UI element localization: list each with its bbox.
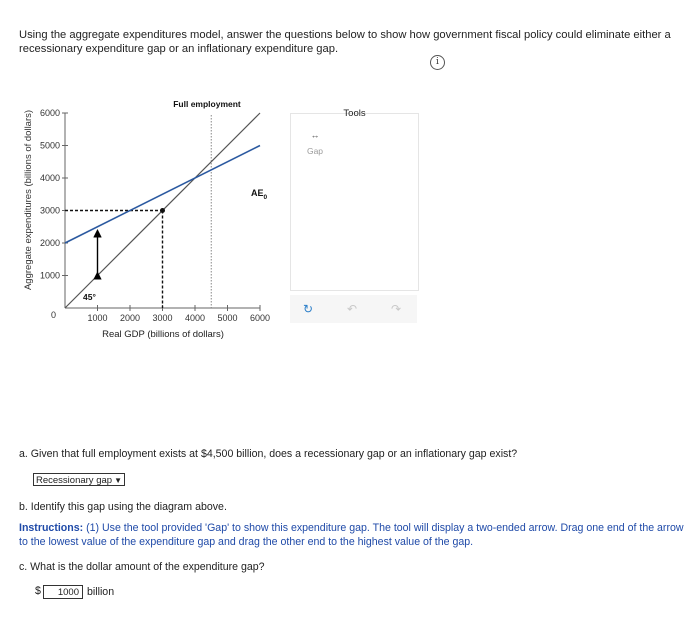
gap-tool-label: Gap (306, 146, 324, 156)
question-a: a. Given that full employment exists at $4,500 billion, does a recessionary gap or an inflationary gap exist? (19, 448, 518, 460)
guide-lines (65, 115, 211, 308)
intro-text: Using the aggregate expenditures model, answer the questions below to show how government fiscal policy could eliminate either a recessionary expenditure gap or an inflationary expenditure gap. (19, 29, 671, 55)
equilibrium-point (160, 208, 165, 213)
ae-curve-label (251, 188, 268, 201)
x-tick-label: 1000 (87, 313, 108, 323)
y-tick-label: 2000 (39, 238, 60, 248)
y-tick-label: 4000 (39, 173, 60, 183)
ae-label-sub: 0 (263, 194, 268, 201)
reset-icon[interactable]: ↻ (302, 302, 314, 316)
instructions-text: (1) Use the tool provided 'Gap' to show this expenditure gap. The tool will display a two-ended arrow. Drag one end of the arrow to the lowest value of the expenditure gap and drag the other end to the highest value of the gap. (19, 522, 684, 548)
gap-type-select[interactable] (33, 473, 125, 486)
instructions-label: Instructions: (19, 522, 84, 534)
ae-label-main: AE (251, 188, 264, 198)
x-tick-label: 6000 (249, 313, 271, 323)
series-lines (65, 113, 260, 308)
amount-unit: billion (87, 586, 115, 598)
tools-panel (290, 108, 419, 291)
full-employment-label: Full employment (173, 99, 241, 109)
two-ended-arrow-icon: ↔ (310, 130, 320, 140)
ae-chart (0, 90, 290, 350)
y-tick-label: 1000 (39, 270, 60, 281)
action-bar (290, 295, 417, 323)
x-tick-label: 2000 (119, 313, 141, 323)
y-tick-label: 6000 (39, 108, 60, 118)
undo-icon[interactable]: ↶ (346, 302, 358, 316)
y-tick-label: 3000 (39, 205, 60, 216)
chevron-down-icon: ▼ (114, 476, 122, 485)
tick-labels (40, 108, 270, 323)
question-c: c. What is the dollar amount of the expenditure gap? (19, 561, 265, 573)
gap-amount-input[interactable]: 1000 (43, 585, 83, 599)
origin-label: 0 (50, 310, 56, 320)
tools-title: Tools (343, 108, 366, 119)
x-tick-label: 5000 (217, 313, 238, 323)
y-tick-label: 5000 (39, 140, 60, 151)
x-tick-label: 4000 (184, 313, 206, 323)
dollar-sign: $ (35, 585, 41, 597)
gap-type-select-value: Recessionary gap (36, 475, 113, 486)
x-axis-label: Real GDP (billions of dollars) (102, 329, 224, 340)
gap-tool-button[interactable] (301, 126, 329, 166)
info-icon[interactable]: i (430, 55, 445, 70)
question-b: b. Identify this gap using the diagram above. (19, 501, 227, 513)
forty-five-degree-label: 45° (83, 292, 96, 302)
redo-icon[interactable]: ↷ (390, 302, 402, 316)
x-tick-label: 3000 (152, 313, 173, 323)
instructions (19, 522, 685, 549)
y-axis-label: Aggregate expenditures (billions of dollars) (23, 109, 34, 291)
